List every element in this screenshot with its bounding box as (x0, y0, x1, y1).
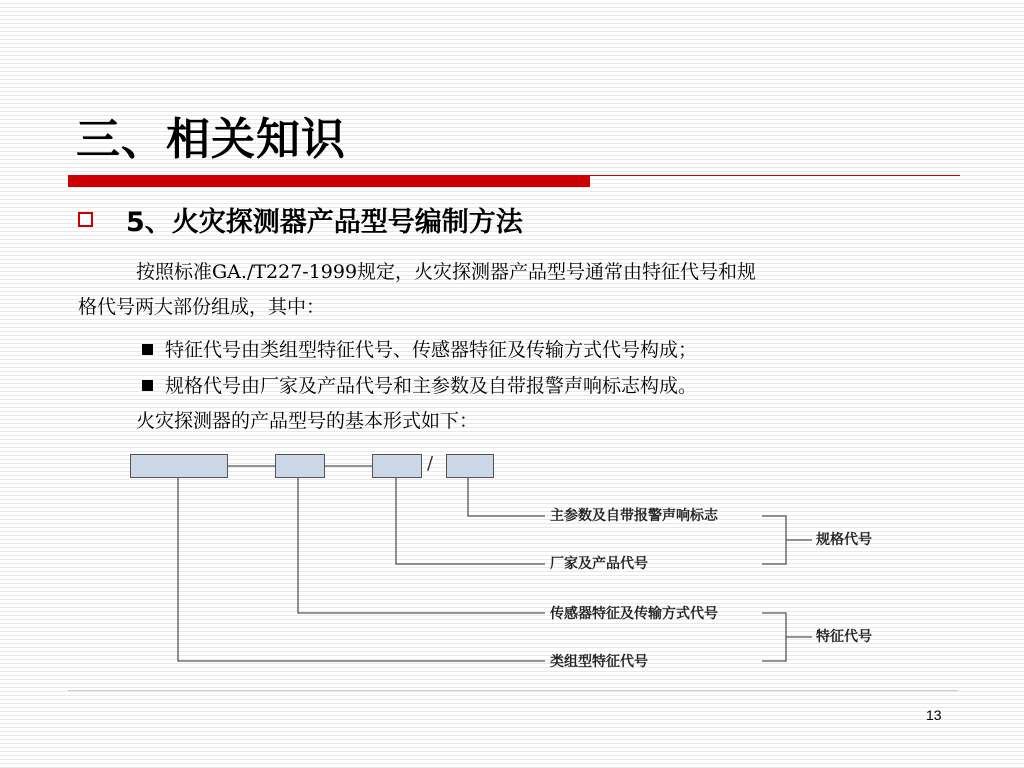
model-form-intro: 火灾探测器的产品型号的基本形式如下： (136, 410, 479, 432)
label-factory-product: 厂家及产品代号 (550, 556, 648, 572)
list-item-text: 特征代号由类组型特征代号、传感器特征及传输方式代号构成； (165, 339, 698, 361)
paragraph-line-1: 按照标准GA./T227-1999规定，火灾探测器产品型号通常由特征代号和规 (136, 261, 757, 283)
section-heading: 5、火灾探测器产品型号编制方法 (126, 207, 523, 238)
paragraph-line-2: 格代号两大部份组成，其中： (78, 296, 326, 318)
label-class-group: 类组型特征代号 (550, 654, 648, 670)
group-label-feature-code: 特征代号 (816, 629, 872, 645)
label-sensor-transmission: 传感器特征及传输方式代号 (550, 606, 718, 622)
label-main-param: 主参数及自带报警声响标志 (550, 508, 718, 524)
slide-title: 三、相关知识 (76, 114, 346, 165)
class-group-code-box (130, 454, 228, 478)
sensor-code-box (275, 454, 325, 478)
code-separator: / (427, 453, 434, 474)
footer-divider (68, 690, 958, 691)
factory-code-box (372, 454, 422, 478)
list-item-text: 规格代号由厂家及产品代号和主参数及自带报警声响标志构成。 (165, 375, 698, 397)
page-number: 13 (926, 707, 942, 723)
group-label-spec-code: 规格代号 (816, 532, 872, 548)
main-param-code-box (446, 454, 494, 478)
